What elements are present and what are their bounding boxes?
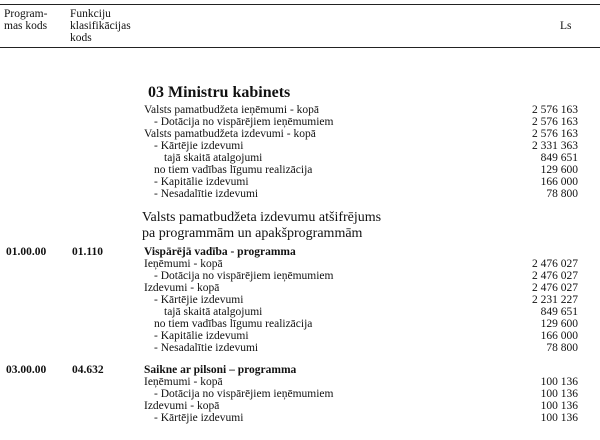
row-value: 2 576 163	[532, 116, 578, 128]
program-name: Saikne ar pilsoni – programma	[144, 364, 297, 376]
row-value: 100 136	[540, 412, 578, 424]
row-label: tajā skaitā atalgojumi	[164, 306, 263, 318]
row-value: 78 800	[546, 188, 578, 200]
row-value: 129 600	[540, 164, 578, 176]
subheading-line1: Valsts pamatbudžeta izdevumu atšifrējums	[142, 210, 382, 225]
row-label: no tiem vadības līgumu realizācija	[154, 318, 313, 330]
function-code: 01.110	[72, 246, 103, 258]
header-rule	[0, 47, 600, 48]
top-rule	[0, 4, 600, 5]
row-value: 2 576 163	[532, 104, 578, 116]
row-label: - Kārtējie izdevumi	[154, 412, 244, 424]
row-label: - Kārtējie izdevumi	[154, 140, 244, 152]
header-program-code	[4, 8, 47, 32]
row-value: 78 800	[546, 342, 578, 354]
program-code: 03.00.00	[6, 364, 47, 376]
subheading-line2: pa programmām un apakšprogrammām	[142, 226, 363, 241]
row-label: no tiem vadības līgumu realizācija	[154, 164, 313, 176]
summary-row	[0, 188, 600, 201]
header-function-code-line2: klasifikācijas	[70, 20, 131, 32]
header-program-code-line2: mas kods	[4, 20, 48, 32]
row-label: - Kārtējie izdevumi	[154, 294, 244, 306]
row-value: 129 600	[540, 318, 578, 330]
row-value: 2 331 363	[532, 140, 578, 152]
row-label: - Dotācija no vispārējiem ieņēmumiem	[154, 116, 334, 128]
row-value: 849 651	[540, 152, 578, 164]
row-label: Valsts pamatbudžeta ieņēmumi - kopā	[144, 104, 320, 116]
row-value: 2 476 027	[532, 282, 578, 294]
header-currency: Ls	[560, 20, 572, 32]
row-label: - Nesadalītie izdevumi	[154, 342, 259, 354]
row-label: - Nesadalītie izdevumi	[154, 188, 259, 200]
row-label: Ieņēmumi - kopā	[144, 258, 223, 270]
program-name: Vispārējā vadība - programma	[144, 246, 296, 258]
row-value: 849 651	[540, 306, 578, 318]
header-function-code-line1: Funkciju	[70, 8, 111, 20]
row-label: - Dotācija no vispārējiem ieņēmumiem	[154, 388, 334, 400]
row-label: - Dotācija no vispārējiem ieņēmumiem	[154, 270, 334, 282]
page-title: 03 Ministru kabinets	[148, 84, 291, 101]
row-value: 100 136	[540, 388, 578, 400]
function-code: 04.632	[72, 364, 104, 376]
program-row	[0, 412, 600, 425]
row-value: 166 000	[540, 176, 578, 188]
row-label: - Kapitālie izdevumi	[154, 176, 249, 188]
row-label: Izdevumi - kopā	[144, 282, 220, 294]
program-row	[0, 342, 600, 355]
row-value: 2 476 027	[532, 270, 578, 282]
row-value: 100 136	[540, 400, 578, 412]
header-function-code-line3: kods	[70, 32, 92, 44]
row-label: Izdevumi - kopā	[144, 400, 220, 412]
row-value: 166 000	[540, 330, 578, 342]
row-value: 2 576 163	[532, 128, 578, 140]
program-code: 01.00.00	[6, 246, 47, 258]
row-label: tajā skaitā atalgojumi	[164, 152, 263, 164]
row-value: 100 136	[540, 376, 578, 388]
header-function-code	[70, 8, 131, 44]
row-label: Ieņēmumi - kopā	[144, 376, 223, 388]
row-value: 2 231 227	[532, 294, 578, 306]
row-label: Valsts pamatbudžeta izdevumi - kopā	[144, 128, 316, 140]
row-value: 2 476 027	[532, 258, 578, 270]
header-program-code-line1: Program-	[4, 8, 48, 20]
row-label: - Kapitālie izdevumi	[154, 330, 249, 342]
